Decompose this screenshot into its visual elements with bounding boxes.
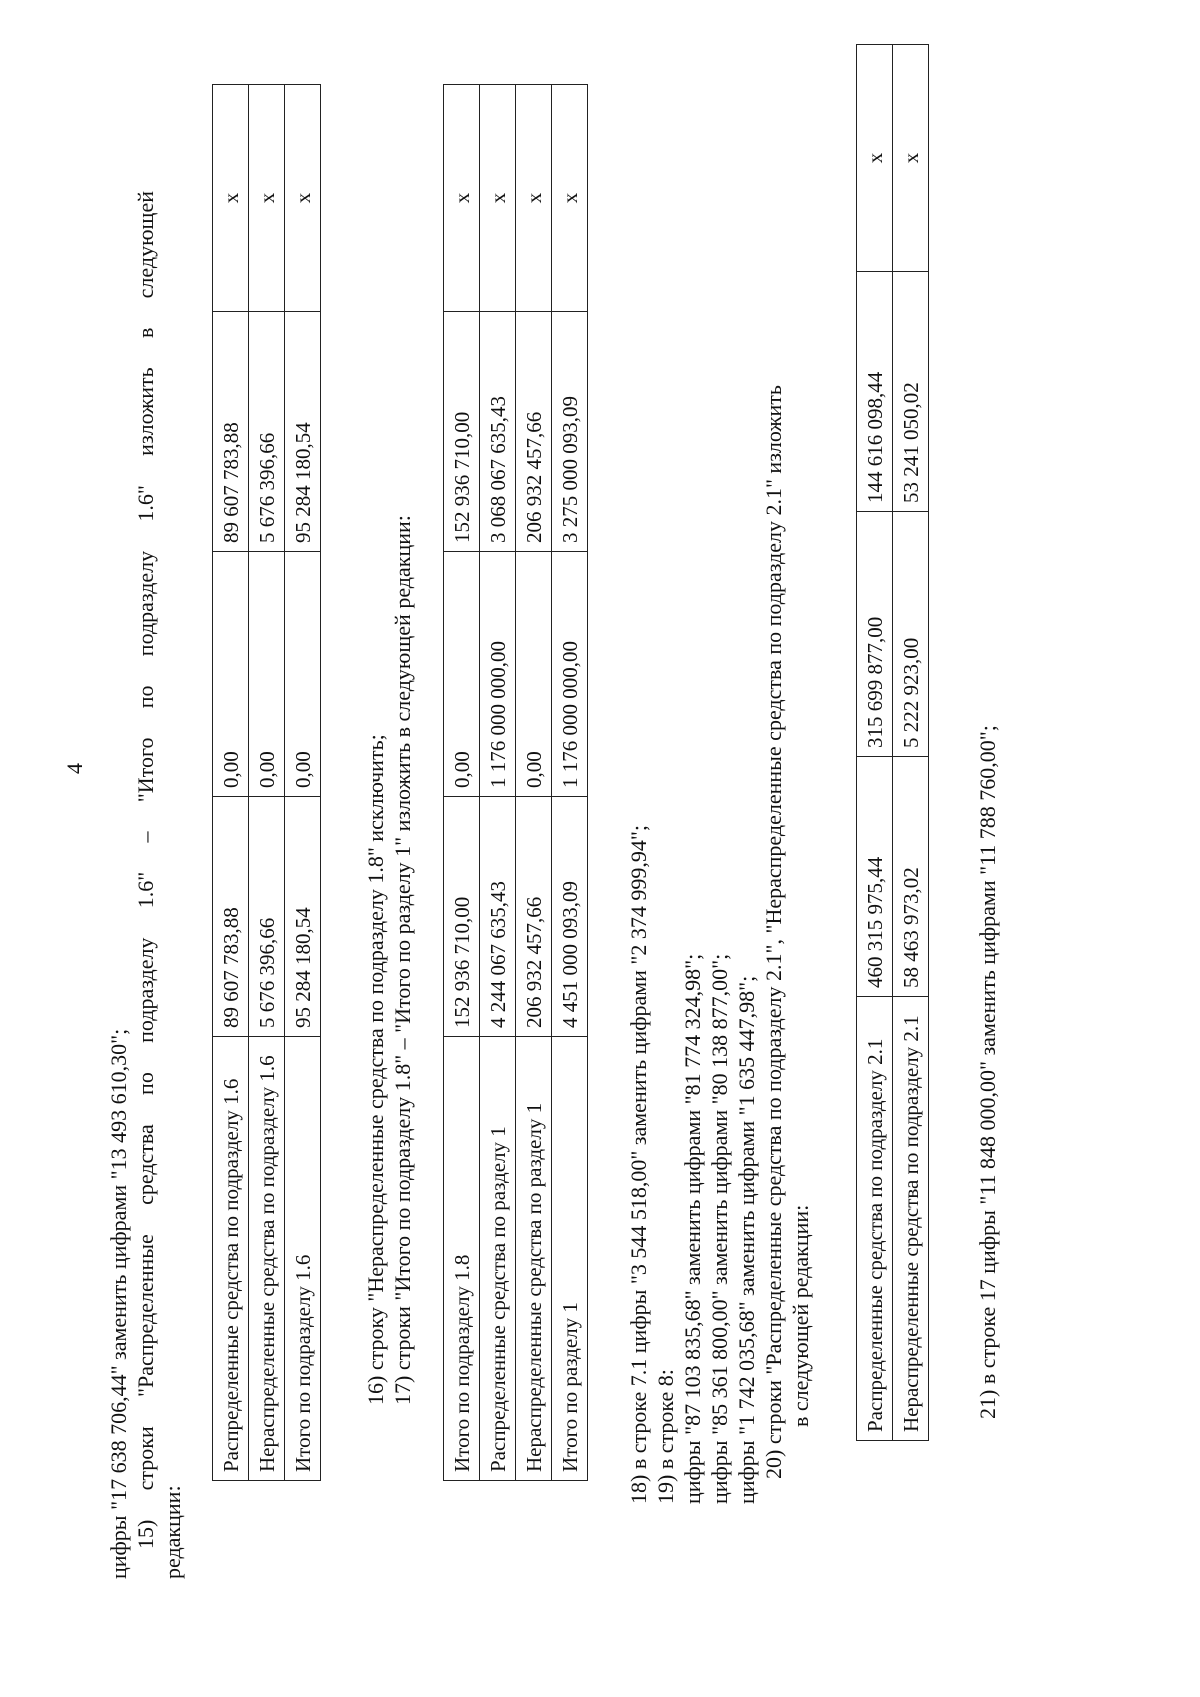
item-21: 21) в строке 17 цифры "11 848 000,00" заменить цифрами "11 788 760,00";	[975, 725, 1000, 1419]
table-section-1	[443, 84, 588, 1481]
cell-value: x	[444, 85, 480, 312]
cell-value: 460 315 975,44	[857, 757, 893, 997]
cell-value: x	[516, 85, 552, 312]
cell-value: x	[893, 45, 929, 272]
cell-value: 58 463 973,02	[893, 757, 929, 997]
cell-value: 53 241 050,02	[893, 272, 929, 512]
cell-value: 1 176 000 000,00	[480, 552, 516, 797]
cell-value: 5 676 396,66	[249, 312, 285, 552]
cell-value: x	[552, 85, 588, 312]
row-label: Нераспределенные средства по подразделу 1.6	[249, 1037, 285, 1481]
table-row	[893, 45, 929, 1441]
cell-value: x	[249, 85, 285, 312]
cell-value: 0,00	[516, 552, 552, 797]
table-row	[213, 85, 249, 1481]
item-19-line: цифры "85 361 800,00" заменить цифрами "80 138 877,00";	[707, 953, 732, 1504]
cell-value: 0,00	[285, 552, 321, 797]
item-20-line1: 20) строки "Распределенные средства по подразделу 2.1", "Нераспределенные средства по подразделу 2.1" изложить	[761, 385, 786, 1479]
table-row	[480, 85, 516, 1481]
cell-value: x	[213, 85, 249, 312]
item-15-line2: редакции:	[160, 1485, 185, 1579]
cell-value: 89 607 783,88	[213, 797, 249, 1037]
cell-value: x	[857, 45, 893, 272]
item-14-tail: цифры "17 638 706,44" заменить цифрами "13 493 610,30";	[106, 1028, 131, 1579]
table-subsection-1-6	[212, 84, 321, 1481]
cell-value: 4 451 000 093,09	[552, 797, 588, 1037]
row-label: Распределенные средства по разделу 1	[480, 1037, 516, 1481]
item-15-line1: 15) строки "Распределенные средства по подразделу 1.6" – "Итого по подразделу 1.6" изложить в следующей	[133, 191, 158, 1549]
row-label: Итого по подразделу 1.6	[285, 1037, 321, 1481]
cell-value: 206 932 457,66	[516, 312, 552, 552]
item-19-line: цифры "1 742 035,68" заменить цифрами "1 635 447,98";	[734, 975, 759, 1504]
cell-value: 89 607 783,88	[213, 312, 249, 552]
cell-value: 95 284 180,54	[285, 797, 321, 1037]
cell-value: x	[480, 85, 516, 312]
cell-value: 206 932 457,66	[516, 797, 552, 1037]
cell-value: 3 068 067 635,43	[480, 312, 516, 552]
table-subsection-2-1	[856, 44, 929, 1441]
item-18: 18) в строке 7.1 цифры "3 544 518,00" заменить цифрами "2 374 999,94";	[626, 825, 651, 1504]
row-label: Распределенные средства по подразделу 2.1	[857, 997, 893, 1441]
cell-value: 0,00	[213, 552, 249, 797]
table-row	[249, 85, 285, 1481]
cell-value: 5 222 923,00	[893, 512, 929, 757]
item-19-line: цифры "87 103 835,68" заменить цифрами "81 774 324,98";	[680, 953, 705, 1504]
item-20-line2: в следующей редакции:	[788, 1204, 813, 1427]
cell-value: x	[285, 85, 321, 312]
cell-value: 95 284 180,54	[285, 312, 321, 552]
table-row	[552, 85, 588, 1481]
cell-value: 152 936 710,00	[444, 312, 480, 552]
row-label: Итого по подразделу 1.8	[444, 1037, 480, 1481]
row-label: Распределенные средства по подразделу 1.6	[213, 1037, 249, 1481]
page-number: 4	[62, 763, 87, 774]
row-label: Итого по разделу 1	[552, 1037, 588, 1481]
cell-value: 5 676 396,66	[249, 797, 285, 1037]
cell-value: 152 936 710,00	[444, 797, 480, 1037]
cell-value: 1 176 000 000,00	[552, 552, 588, 797]
item-16: 16) строку "Нераспределенные средства по подразделу 1.8" исключить;	[363, 734, 388, 1405]
cell-value: 315 699 877,00	[857, 512, 893, 757]
cell-value: 4 244 067 635,43	[480, 797, 516, 1037]
item-17: 17) строки "Итого по подразделу 1.8" – "Итого по разделу 1" изложить в следующей редакции:	[390, 515, 415, 1405]
row-label: Нераспределенные средства по подразделу 2.1	[893, 997, 929, 1441]
item-19-head: 19) в строке 8:	[653, 1369, 678, 1504]
table-row	[516, 85, 552, 1481]
table-row	[857, 45, 893, 1441]
cell-value: 0,00	[444, 552, 480, 797]
cell-value: 0,00	[249, 552, 285, 797]
cell-value: 3 275 000 093,09	[552, 312, 588, 552]
table-row	[444, 85, 480, 1481]
cell-value: 144 616 098,44	[857, 272, 893, 512]
row-label: Нераспределенные средства по разделу 1	[516, 1037, 552, 1481]
table-row	[285, 85, 321, 1481]
